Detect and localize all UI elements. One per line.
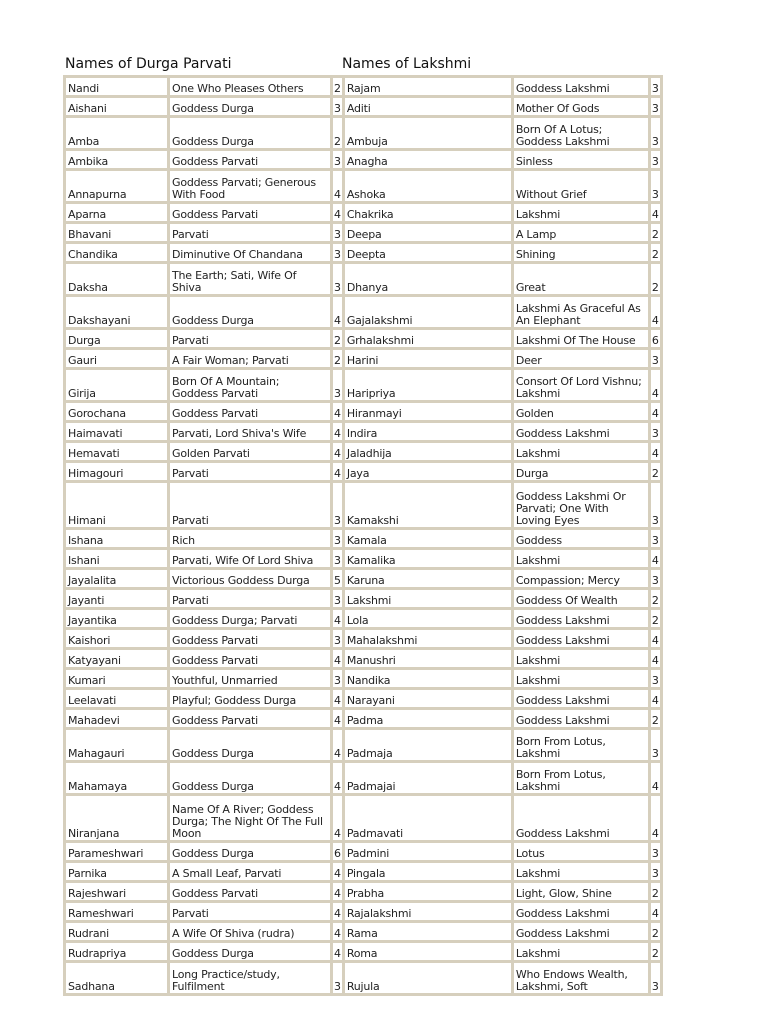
durga-meaning-cell: Parvati, Lord Shiva's Wife	[170, 423, 330, 440]
durga-meaning-cell: Goddess Parvati; Generous With Food	[170, 171, 330, 201]
lakshmi-syllables-cell: 4	[651, 903, 660, 920]
durga-syllables-cell: 4	[333, 650, 342, 667]
durga-meaning-cell: Goddess Durga	[170, 763, 330, 793]
durga-syllables-cell: 3	[333, 670, 342, 687]
table-row	[66, 590, 660, 607]
lakshmi-name-cell: Prabha	[345, 883, 511, 900]
lakshmi-name-cell: Roma	[345, 943, 511, 960]
table-row	[66, 423, 660, 440]
durga-syllables-cell: 3	[333, 370, 342, 400]
lakshmi-syllables-cell: 4	[651, 690, 660, 707]
durga-meaning-cell: Goddess Parvati	[170, 151, 330, 168]
lakshmi-name-cell: Rujula	[345, 963, 511, 993]
table-row	[66, 530, 660, 547]
durga-name-cell: Mahadevi	[66, 710, 167, 727]
lakshmi-names-heading: Names of Lakshmi	[342, 56, 472, 72]
durga-name-cell: Mahagauri	[66, 730, 167, 760]
durga-syllables-cell: 4	[333, 443, 342, 460]
durga-syllables-cell: 4	[333, 863, 342, 880]
lakshmi-syllables-cell: 2	[651, 224, 660, 241]
table-row	[66, 370, 660, 400]
lakshmi-meaning-cell: Goddess Lakshmi	[514, 690, 648, 707]
lakshmi-syllables-cell: 3	[651, 530, 660, 547]
lakshmi-name-cell: Mahalakshmi	[345, 630, 511, 647]
durga-syllables-cell: 4	[333, 943, 342, 960]
durga-meaning-cell: Parvati	[170, 590, 330, 607]
lakshmi-meaning-cell: Lakshmi	[514, 650, 648, 667]
lakshmi-meaning-cell: Durga	[514, 463, 648, 480]
table-row	[66, 923, 660, 940]
lakshmi-syllables-cell: 2	[651, 463, 660, 480]
durga-meaning-cell: A Small Leaf, Parvati	[170, 863, 330, 880]
lakshmi-meaning-cell: Born From Lotus, Lakshmi	[514, 730, 648, 760]
lakshmi-syllables-cell: 4	[651, 630, 660, 647]
durga-meaning-cell: Rich	[170, 530, 330, 547]
durga-syllables-cell: 3	[333, 550, 342, 567]
lakshmi-syllables-cell: 3	[651, 670, 660, 687]
durga-meaning-cell: A Wife Of Shiva (rudra)	[170, 923, 330, 940]
lakshmi-name-cell: Rajam	[345, 78, 511, 95]
lakshmi-syllables-cell: 4	[651, 763, 660, 793]
lakshmi-meaning-cell: Sinless	[514, 151, 648, 168]
table-row	[66, 670, 660, 687]
lakshmi-name-cell: Padmavati	[345, 796, 511, 840]
lakshmi-syllables-cell: 3	[651, 570, 660, 587]
durga-meaning-cell: Parvati	[170, 483, 330, 527]
durga-name-cell: Rajeshwari	[66, 883, 167, 900]
lakshmi-name-cell: Deepa	[345, 224, 511, 241]
durga-syllables-cell: 2	[333, 118, 342, 148]
durga-name-cell: Annapurna	[66, 171, 167, 201]
durga-name-cell: Ishana	[66, 530, 167, 547]
lakshmi-meaning-cell: Goddess Lakshmi	[514, 423, 648, 440]
table-row	[66, 610, 660, 627]
durga-name-cell: Rameshwari	[66, 903, 167, 920]
durga-meaning-cell: Goddess Durga	[170, 98, 330, 115]
durga-syllables-cell: 2	[333, 78, 342, 95]
lakshmi-name-cell: Anagha	[345, 151, 511, 168]
durga-syllables-cell: 6	[333, 843, 342, 860]
lakshmi-meaning-cell: Consort Of Lord Vishnu; Lakshmi	[514, 370, 648, 400]
lakshmi-syllables-cell: 3	[651, 963, 660, 993]
lakshmi-syllables-cell: 3	[651, 78, 660, 95]
durga-name-cell: Aparna	[66, 204, 167, 221]
lakshmi-name-cell: Gajalakshmi	[345, 297, 511, 327]
lakshmi-syllables-cell: 4	[651, 370, 660, 400]
durga-syllables-cell: 4	[333, 690, 342, 707]
table-row	[66, 763, 660, 793]
lakshmi-name-cell: Pingala	[345, 863, 511, 880]
durga-name-cell: Katyayani	[66, 650, 167, 667]
durga-meaning-cell: Goddess Durga	[170, 730, 330, 760]
durga-name-cell: Parameshwari	[66, 843, 167, 860]
lakshmi-name-cell: Chakrika	[345, 204, 511, 221]
lakshmi-meaning-cell: Who Endows Wealth, Lakshmi, Soft	[514, 963, 648, 993]
durga-name-cell: Ishani	[66, 550, 167, 567]
lakshmi-meaning-cell: Lakshmi	[514, 443, 648, 460]
table-row	[66, 118, 660, 148]
durga-meaning-cell: Parvati	[170, 330, 330, 347]
table-row	[66, 963, 660, 993]
lakshmi-meaning-cell: A Lamp	[514, 224, 648, 241]
lakshmi-name-cell: Kamala	[345, 530, 511, 547]
durga-syllables-cell: 3	[333, 151, 342, 168]
durga-syllables-cell: 4	[333, 463, 342, 480]
lakshmi-meaning-cell: Goddess Lakshmi	[514, 923, 648, 940]
durga-syllables-cell: 4	[333, 297, 342, 327]
table-row	[66, 403, 660, 420]
durga-syllables-cell: 4	[333, 903, 342, 920]
lakshmi-syllables-cell: 2	[651, 710, 660, 727]
lakshmi-name-cell: Harini	[345, 350, 511, 367]
lakshmi-syllables-cell: 3	[651, 118, 660, 148]
lakshmi-meaning-cell: Goddess Lakshmi	[514, 710, 648, 727]
durga-meaning-cell: Goddess Durga	[170, 843, 330, 860]
durga-syllables-cell: 3	[333, 530, 342, 547]
lakshmi-meaning-cell: Goddess Lakshmi	[514, 630, 648, 647]
lakshmi-meaning-cell: Lakshmi	[514, 550, 648, 567]
table-row	[66, 730, 660, 760]
lakshmi-name-cell: Haripriya	[345, 370, 511, 400]
durga-syllables-cell: 3	[333, 98, 342, 115]
names-table	[63, 75, 663, 996]
lakshmi-name-cell: Aditi	[345, 98, 511, 115]
lakshmi-name-cell: Padma	[345, 710, 511, 727]
lakshmi-syllables-cell: 2	[651, 923, 660, 940]
lakshmi-name-cell: Lakshmi	[345, 590, 511, 607]
durga-name-cell: Mahamaya	[66, 763, 167, 793]
durga-meaning-cell: Long Practice/study, Fulfilment	[170, 963, 330, 993]
durga-meaning-cell: Goddess Parvati	[170, 630, 330, 647]
durga-name-cell: Kumari	[66, 670, 167, 687]
table-row	[66, 244, 660, 261]
lakshmi-syllables-cell: 6	[651, 330, 660, 347]
durga-meaning-cell: A Fair Woman; Parvati	[170, 350, 330, 367]
lakshmi-name-cell: Kamalika	[345, 550, 511, 567]
table-row	[66, 443, 660, 460]
lakshmi-syllables-cell: 3	[651, 730, 660, 760]
table-row	[66, 630, 660, 647]
lakshmi-syllables-cell: 4	[651, 650, 660, 667]
durga-syllables-cell: 4	[333, 204, 342, 221]
table-row	[66, 224, 660, 241]
lakshmi-meaning-cell: Born Of A Lotus; Goddess Lakshmi	[514, 118, 648, 148]
lakshmi-meaning-cell: Lakshmi	[514, 943, 648, 960]
durga-name-cell: Sadhana	[66, 963, 167, 993]
lakshmi-meaning-cell: Lakshmi	[514, 670, 648, 687]
lakshmi-meaning-cell: Deer	[514, 350, 648, 367]
durga-meaning-cell: Goddess Parvati	[170, 403, 330, 420]
table-row	[66, 297, 660, 327]
table-row	[66, 943, 660, 960]
lakshmi-meaning-cell: Goddess Lakshmi	[514, 796, 648, 840]
lakshmi-name-cell: Nandika	[345, 670, 511, 687]
durga-meaning-cell: Name Of A River; Goddess Durga; The Night Of The Full Moon	[170, 796, 330, 840]
lakshmi-name-cell: Deepta	[345, 244, 511, 261]
durga-meaning-cell: Diminutive Of Chandana	[170, 244, 330, 261]
durga-meaning-cell: Goddess Durga	[170, 943, 330, 960]
lakshmi-name-cell: Rama	[345, 923, 511, 940]
durga-name-cell: Himagouri	[66, 463, 167, 480]
lakshmi-meaning-cell: Goddess Lakshmi	[514, 903, 648, 920]
lakshmi-syllables-cell: 2	[651, 610, 660, 627]
lakshmi-meaning-cell: Lotus	[514, 843, 648, 860]
durga-name-cell: Jayanti	[66, 590, 167, 607]
durga-syllables-cell: 4	[333, 883, 342, 900]
durga-syllables-cell: 3	[333, 630, 342, 647]
lakshmi-meaning-cell: Goddess	[514, 530, 648, 547]
durga-syllables-cell: 4	[333, 171, 342, 201]
durga-name-cell: Rudrani	[66, 923, 167, 940]
durga-syllables-cell: 3	[333, 224, 342, 241]
lakshmi-meaning-cell: Lakshmi As Graceful As An Elephant	[514, 297, 648, 327]
lakshmi-name-cell: Jaya	[345, 463, 511, 480]
table-row	[66, 903, 660, 920]
lakshmi-meaning-cell: Compassion; Mercy	[514, 570, 648, 587]
lakshmi-name-cell: Grhalakshmi	[345, 330, 511, 347]
lakshmi-meaning-cell: Born From Lotus, Lakshmi	[514, 763, 648, 793]
durga-syllables-cell: 4	[333, 403, 342, 420]
durga-syllables-cell: 4	[333, 610, 342, 627]
durga-name-cell: Gauri	[66, 350, 167, 367]
lakshmi-name-cell: Narayani	[345, 690, 511, 707]
durga-meaning-cell: Playful; Goddess Durga	[170, 690, 330, 707]
durga-meaning-cell: Goddess Parvati	[170, 650, 330, 667]
durga-name-cell: Rudrapriya	[66, 943, 167, 960]
table-row	[66, 204, 660, 221]
table-row	[66, 796, 660, 840]
table-row	[66, 330, 660, 347]
durga-name-cell: Jayantika	[66, 610, 167, 627]
durga-meaning-cell: Goddess Parvati	[170, 710, 330, 727]
table-row	[66, 690, 660, 707]
lakshmi-meaning-cell: Lakshmi Of The House	[514, 330, 648, 347]
lakshmi-syllables-cell: 3	[651, 151, 660, 168]
durga-syllables-cell: 4	[333, 763, 342, 793]
lakshmi-meaning-cell: Light, Glow, Shine	[514, 883, 648, 900]
table-row	[66, 710, 660, 727]
durga-name-cell: Hemavati	[66, 443, 167, 460]
lakshmi-name-cell: Hiranmayi	[345, 403, 511, 420]
durga-syllables-cell: 4	[333, 710, 342, 727]
durga-name-cell: Aishani	[66, 98, 167, 115]
lakshmi-meaning-cell: Lakshmi	[514, 863, 648, 880]
durga-names-heading: Names of Durga Parvati	[65, 56, 232, 72]
lakshmi-syllables-cell: 4	[651, 204, 660, 221]
lakshmi-name-cell: Kamakshi	[345, 483, 511, 527]
lakshmi-syllables-cell: 3	[651, 350, 660, 367]
durga-syllables-cell: 3	[333, 590, 342, 607]
durga-name-cell: Dakshayani	[66, 297, 167, 327]
durga-syllables-cell: 2	[333, 350, 342, 367]
durga-meaning-cell: Goddess Parvati	[170, 204, 330, 221]
lakshmi-meaning-cell: Lakshmi	[514, 204, 648, 221]
durga-syllables-cell: 4	[333, 423, 342, 440]
durga-name-cell: Girija	[66, 370, 167, 400]
durga-syllables-cell: 2	[333, 330, 342, 347]
durga-name-cell: Kaishori	[66, 630, 167, 647]
lakshmi-name-cell: Karuna	[345, 570, 511, 587]
durga-meaning-cell: Parvati	[170, 463, 330, 480]
table-row	[66, 570, 660, 587]
durga-meaning-cell: Goddess Parvati	[170, 883, 330, 900]
durga-name-cell: Daksha	[66, 264, 167, 294]
durga-name-cell: Amba	[66, 118, 167, 148]
lakshmi-name-cell: Dhanya	[345, 264, 511, 294]
lakshmi-name-cell: Ambuja	[345, 118, 511, 148]
durga-syllables-cell: 4	[333, 923, 342, 940]
durga-meaning-cell: Goddess Durga	[170, 118, 330, 148]
lakshmi-name-cell: Lola	[345, 610, 511, 627]
durga-name-cell: Parnika	[66, 863, 167, 880]
durga-name-cell: Niranjana	[66, 796, 167, 840]
durga-meaning-cell: Born Of A Mountain; Goddess Parvati	[170, 370, 330, 400]
durga-name-cell: Haimavati	[66, 423, 167, 440]
durga-syllables-cell: 5	[333, 570, 342, 587]
table-row	[66, 550, 660, 567]
lakshmi-syllables-cell: 2	[651, 264, 660, 294]
lakshmi-syllables-cell: 3	[651, 843, 660, 860]
table-row	[66, 863, 660, 880]
durga-syllables-cell: 3	[333, 963, 342, 993]
lakshmi-name-cell: Padmaja	[345, 730, 511, 760]
lakshmi-syllables-cell: 4	[651, 443, 660, 460]
lakshmi-syllables-cell: 4	[651, 403, 660, 420]
durga-syllables-cell: 4	[333, 730, 342, 760]
lakshmi-syllables-cell: 4	[651, 796, 660, 840]
lakshmi-syllables-cell: 2	[651, 883, 660, 900]
durga-name-cell: Chandika	[66, 244, 167, 261]
lakshmi-syllables-cell: 2	[651, 244, 660, 261]
durga-meaning-cell: Parvati, Wife Of Lord Shiva	[170, 550, 330, 567]
lakshmi-syllables-cell: 3	[651, 98, 660, 115]
table-row	[66, 883, 660, 900]
lakshmi-syllables-cell: 2	[651, 590, 660, 607]
durga-meaning-cell: The Earth; Sati, Wife Of Shiva	[170, 264, 330, 294]
lakshmi-name-cell: Manushri	[345, 650, 511, 667]
table-row	[66, 171, 660, 201]
durga-meaning-cell: One Who Pleases Others	[170, 78, 330, 95]
durga-meaning-cell: Victorious Goddess Durga	[170, 570, 330, 587]
lakshmi-syllables-cell: 3	[651, 483, 660, 527]
durga-name-cell: Jayalalita	[66, 570, 167, 587]
lakshmi-name-cell: Jaladhija	[345, 443, 511, 460]
lakshmi-meaning-cell: Great	[514, 264, 648, 294]
table-row	[66, 843, 660, 860]
durga-meaning-cell: Youthful, Unmarried	[170, 670, 330, 687]
lakshmi-meaning-cell: Goddess Lakshmi Or Parvati; One With Loving Eyes	[514, 483, 648, 527]
durga-name-cell: Durga	[66, 330, 167, 347]
lakshmi-name-cell: Padmajai	[345, 763, 511, 793]
lakshmi-meaning-cell: Goddess Lakshmi	[514, 78, 648, 95]
lakshmi-syllables-cell: 4	[651, 297, 660, 327]
lakshmi-meaning-cell: Goddess Of Wealth	[514, 590, 648, 607]
lakshmi-name-cell: Indira	[345, 423, 511, 440]
lakshmi-syllables-cell: 2	[651, 943, 660, 960]
durga-syllables-cell: 4	[333, 796, 342, 840]
durga-syllables-cell: 3	[333, 483, 342, 527]
lakshmi-syllables-cell: 3	[651, 423, 660, 440]
durga-meaning-cell: Parvati	[170, 903, 330, 920]
durga-name-cell: Leelavati	[66, 690, 167, 707]
durga-syllables-cell: 3	[333, 244, 342, 261]
durga-meaning-cell: Parvati	[170, 224, 330, 241]
table-row	[66, 264, 660, 294]
durga-name-cell: Ambika	[66, 151, 167, 168]
durga-meaning-cell: Goddess Durga	[170, 297, 330, 327]
durga-name-cell: Gorochana	[66, 403, 167, 420]
lakshmi-meaning-cell: Goddess Lakshmi	[514, 610, 648, 627]
lakshmi-name-cell: Padmini	[345, 843, 511, 860]
lakshmi-syllables-cell: 4	[651, 550, 660, 567]
durga-syllables-cell: 3	[333, 264, 342, 294]
table-row	[66, 151, 660, 168]
durga-meaning-cell: Golden Parvati	[170, 443, 330, 460]
durga-meaning-cell: Goddess Durga; Parvati	[170, 610, 330, 627]
lakshmi-name-cell: Ashoka	[345, 171, 511, 201]
table-row	[66, 350, 660, 367]
lakshmi-meaning-cell: Without Grief	[514, 171, 648, 201]
lakshmi-name-cell: Rajalakshmi	[345, 903, 511, 920]
table-row	[66, 483, 660, 527]
lakshmi-syllables-cell: 3	[651, 171, 660, 201]
lakshmi-meaning-cell: Shining	[514, 244, 648, 261]
table-row	[66, 98, 660, 115]
lakshmi-meaning-cell: Mother Of Gods	[514, 98, 648, 115]
durga-name-cell: Nandi	[66, 78, 167, 95]
table-row	[66, 463, 660, 480]
durga-name-cell: Himani	[66, 483, 167, 527]
lakshmi-syllables-cell: 3	[651, 863, 660, 880]
lakshmi-meaning-cell: Golden	[514, 403, 648, 420]
table-row	[66, 650, 660, 667]
table-row	[66, 78, 660, 95]
durga-name-cell: Bhavani	[66, 224, 167, 241]
